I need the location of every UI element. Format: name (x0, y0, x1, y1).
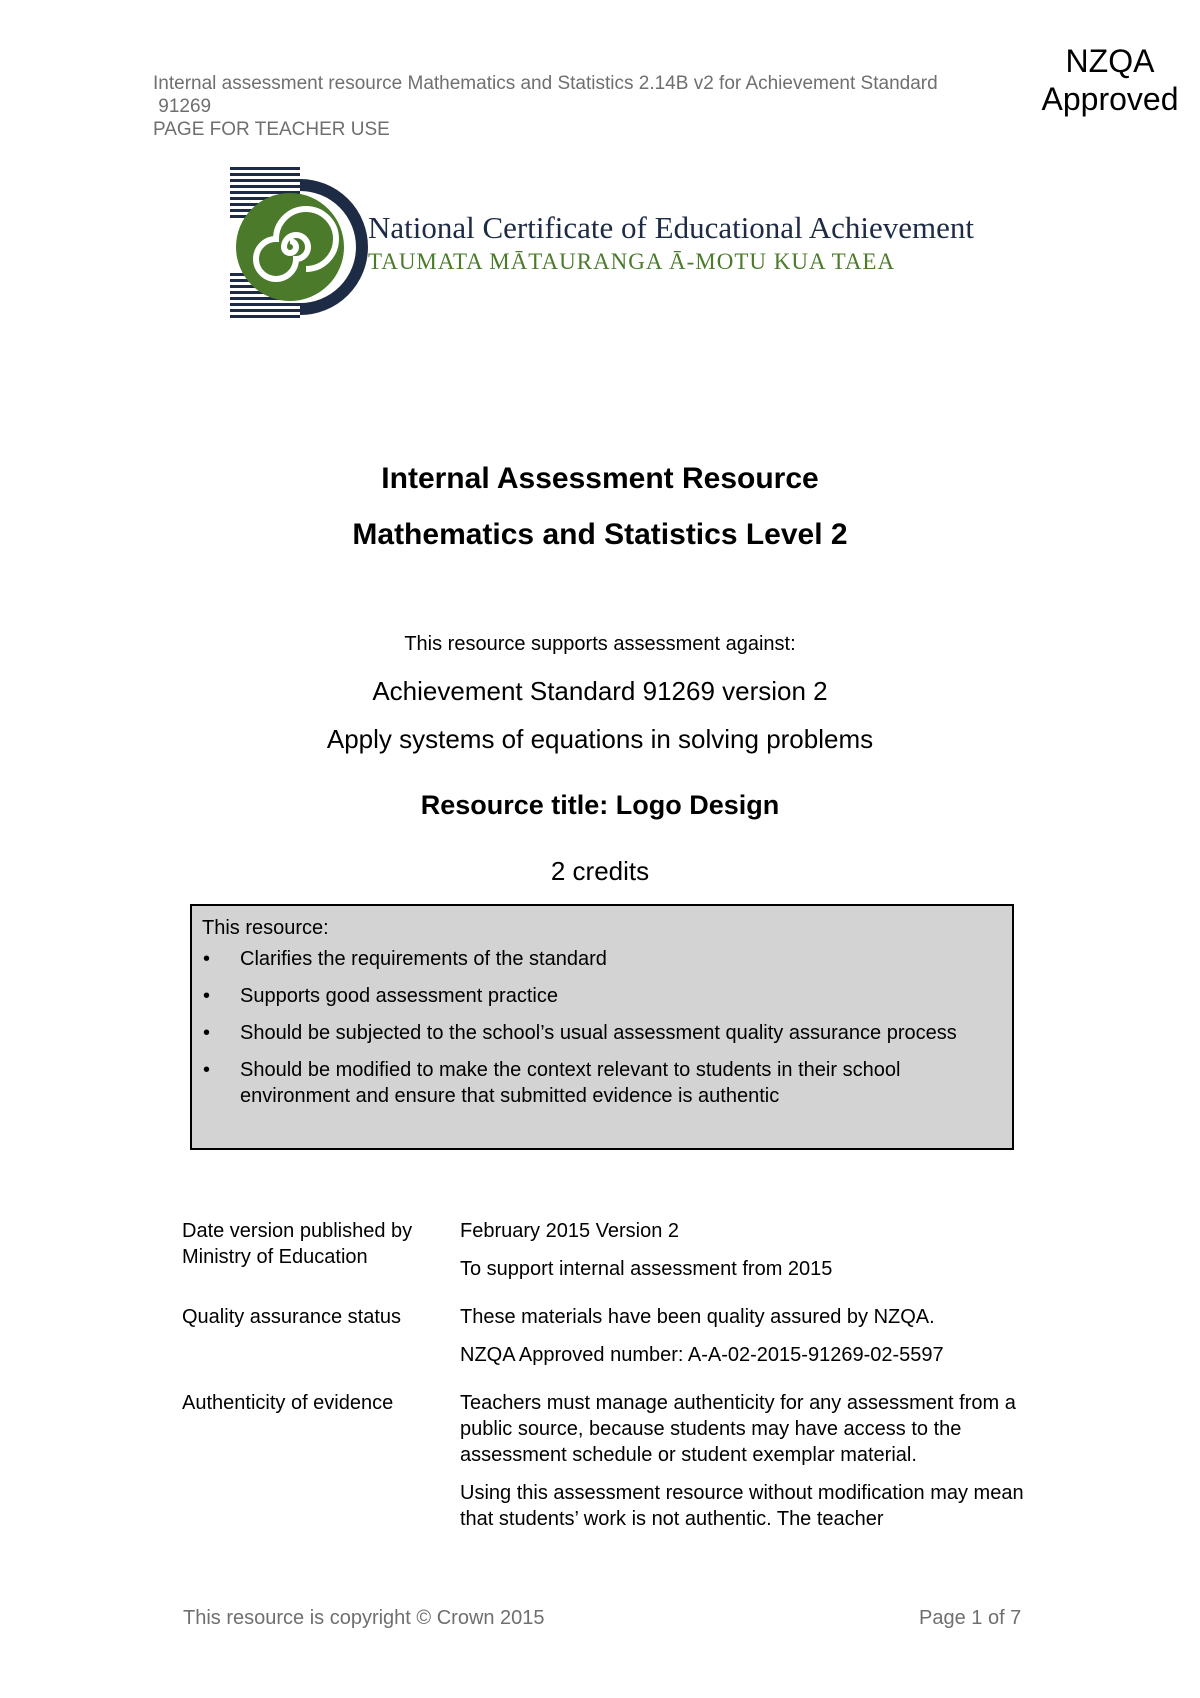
logo-text-maori: TAUMATA MĀTAURANGA Ā-MOTU KUA TAEA (368, 249, 896, 274)
resource-notes-box (190, 904, 1014, 1150)
header-line-2: 91269 (153, 96, 212, 117)
info-value: To support internal assessment from 2015 (460, 1258, 833, 1280)
info-values (460, 1218, 1042, 1294)
resource-box-list (202, 946, 1002, 1109)
ncea-logo (228, 163, 988, 333)
document-subtitle: Mathematics and Statistics Level 2 (352, 518, 848, 551)
list-item-text: Supports good assessment practice (240, 985, 558, 1007)
list-item (202, 946, 1002, 972)
stamp-line-1: NZQA (1065, 43, 1155, 79)
logo-green-disc (236, 193, 344, 301)
resource-title: Resource title: Logo Design (420, 790, 780, 820)
stamp-line-2: Approved (1041, 81, 1179, 117)
info-row-authenticity (182, 1390, 1042, 1544)
bullet: • (203, 948, 211, 970)
ncea-logo-graphic (228, 163, 988, 333)
list-item (202, 1020, 1002, 1046)
list-item-text: Should be subjected to the school’s usual assessment quality assurance process (240, 1022, 957, 1044)
header-line-1: Internal assessment resource Mathematics and Statistics 2.14B v2 for Achievement Standard (153, 73, 938, 94)
running-header (153, 72, 1003, 141)
copyright-footer: This resource is copyright © Crown 2015 (183, 1607, 545, 1629)
document-title: Internal Assessment Resource (381, 462, 819, 495)
info-row-date-published (182, 1218, 1042, 1294)
info-values (460, 1304, 1042, 1380)
resource-box-lead: This resource: (202, 917, 329, 939)
achievement-standard: Achievement Standard 91269 version 2 (372, 676, 828, 706)
bullet: • (203, 1059, 211, 1081)
list-item (202, 1057, 1002, 1109)
supports-intro: This resource supports assessment against: (404, 633, 796, 655)
nzqa-approved-stamp (1015, 42, 1200, 118)
info-value: Using this assessment resource without modification may mean that students’ work is not authentic. The teacher (460, 1482, 1024, 1530)
list-item-text: Should be modified to make the context relevant to students in their school environment and ensure that submitted evidence is authentic (240, 1059, 901, 1107)
info-value: These materials have been quality assured by NZQA. (460, 1306, 935, 1328)
info-label: Date version published by Ministry of Education (182, 1220, 413, 1268)
info-value: February 2015 Version 2 (460, 1220, 680, 1242)
publication-info-table (182, 1218, 1042, 1554)
info-value: NZQA Approved number: A-A-02-2015-91269-02-5597 (460, 1344, 944, 1366)
logo-text-english: National Certificate of Educational Achievement (368, 210, 974, 245)
list-item-text: Clarifies the requirements of the standard (240, 948, 607, 970)
header-line-3: PAGE FOR TEACHER USE (153, 119, 390, 140)
info-row-quality-assurance (182, 1304, 1042, 1380)
info-values (460, 1390, 1042, 1544)
info-label: Authenticity of evidence (182, 1392, 394, 1414)
info-label: Quality assurance status (182, 1306, 401, 1328)
bullet: • (203, 985, 211, 1007)
list-item (202, 983, 1002, 1009)
standard-title: Apply systems of equations in solving problems (326, 724, 874, 754)
credits: 2 credits (550, 856, 650, 886)
info-value: Teachers must manage authenticity for any assessment from a public source, because students may have access to the assessment schedule or student exemplar material. (460, 1392, 1016, 1466)
page-number: Page 1 of 7 (919, 1607, 1022, 1629)
bullet: • (203, 1022, 211, 1044)
